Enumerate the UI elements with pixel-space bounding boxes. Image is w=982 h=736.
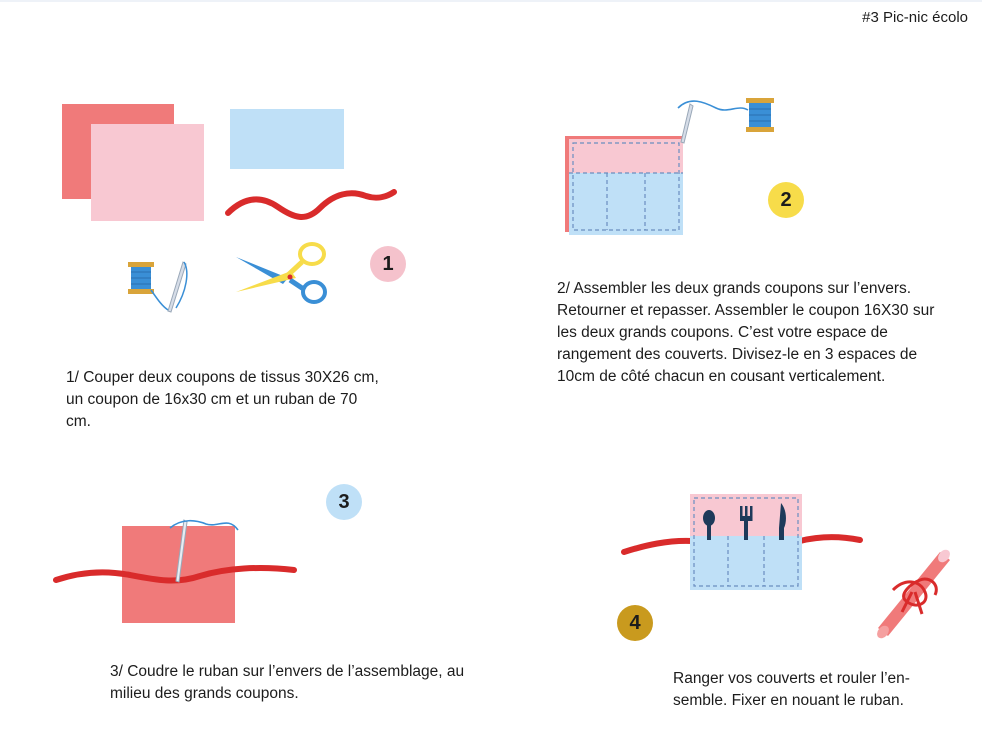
step2-illustration xyxy=(565,98,774,235)
ribbon-right xyxy=(800,537,860,541)
step-4-badge: 4 xyxy=(617,605,653,641)
step-3-text: 3/ Coudre le ruban sur l’envers de l’assemblage, au milieu des grands coupons. xyxy=(110,663,465,702)
step3-illustration xyxy=(56,520,294,623)
ribbon-wavy xyxy=(228,192,394,217)
needle-icon xyxy=(168,262,187,312)
step-3-badge: 3 xyxy=(326,484,362,520)
step1-illustration xyxy=(62,104,394,312)
blue-pocket-panel xyxy=(569,173,683,235)
fabric-blue-rect xyxy=(230,109,344,169)
ribbon-left xyxy=(624,541,692,552)
scissors-icon xyxy=(236,244,325,302)
step-1-text: 1/ Couper deux coupons de tissus 30X26 cm, un coupon de 16x30 cm et un ruban de 70 cm. xyxy=(66,369,379,430)
fabric-pink-square xyxy=(91,124,204,221)
page-title: #3 Pic-nic écolo xyxy=(862,9,968,26)
step-2-badge: 2 xyxy=(768,182,804,218)
needle-icon xyxy=(678,101,748,143)
blue-pocket-panel xyxy=(690,536,802,590)
step-1-badge: 1 xyxy=(370,246,406,282)
step-2-text: 2/ Assembler les deux grands coupons sur l’envers. Retourner et repasser. Assembler le coupon 16X30 sur les deux grands coupons. C’est votre espace de rangement des couverts. Divisez-le en 3 espaces de 10cm de côté chacun en cousant verticalement. xyxy=(557,280,935,385)
rolled-pouch-icon xyxy=(875,547,953,640)
step-4-text: Ranger vos couverts et rouler l’en-semble. Fixer en nouant le ruban. xyxy=(673,670,910,709)
thread-spool-icon xyxy=(746,98,774,132)
step4-illustration xyxy=(624,494,952,641)
pink-panel xyxy=(569,139,683,173)
thread-spool-icon xyxy=(128,262,168,310)
